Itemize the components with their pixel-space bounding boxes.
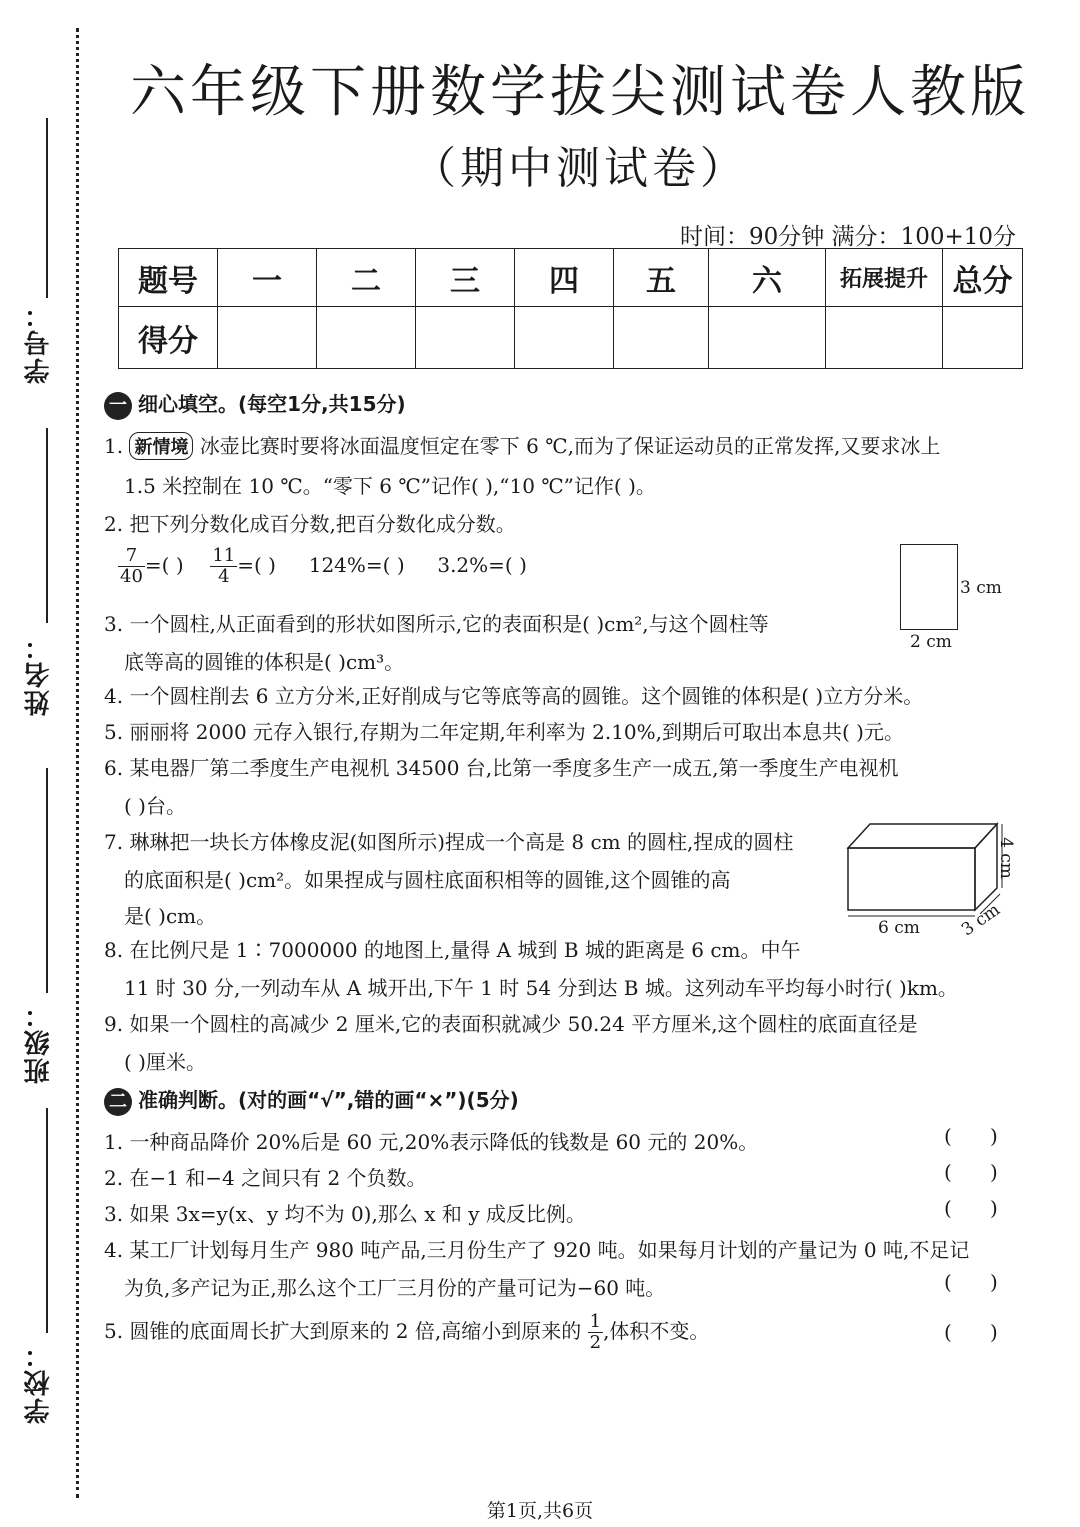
page-footer: 第1页,共6页 — [486, 1500, 594, 1522]
q5-line: 5. 丽丽将 2000 元存入银行,存期为二年定期,年利率为 2.10%,到期后可取出本息共( )元。 — [104, 720, 904, 744]
cylinder-front-view-figure — [900, 544, 958, 630]
q1-text: 冰壶比赛时要将冰面温度恒定在零下 6 ℃,而为了保证运动员的正常发挥,又要求冰上 — [199, 434, 941, 458]
page-subtitle: （期中测试卷） — [412, 143, 748, 194]
judge-2: 2. 在−1 和−4 之间只有 2 个负数。 — [104, 1166, 427, 1190]
q2-blank-1: =( ) — [144, 553, 184, 577]
q3-line1: 3. 一个圆柱,从正面看到的形状如图所示,它的表面积是( )cm²,与这个圆柱等 — [104, 612, 769, 636]
score-cell: 六 — [709, 249, 826, 307]
score-blank — [826, 307, 943, 369]
q2-percent-2: 3.2%=( ) — [437, 553, 527, 577]
q7-line3: 是( )cm。 — [124, 904, 217, 928]
q1-line1 — [104, 430, 940, 460]
cuboid-width-label: 3 cm — [958, 899, 1004, 941]
q2-line: 2. 把下列分数化成百分数,把百分数化成分数。 — [104, 512, 516, 536]
q1-line2: 1.5 米控制在 10 ℃。“零下 6 ℃”记作( ),“10 ℃”记作( )。 — [124, 474, 656, 498]
fraction-7-40 — [118, 546, 145, 587]
section1-number: 一 — [104, 392, 132, 420]
q8-line2: 11 时 30 分,一列动车从 A 城开出,下午 1 时 54 分到达 B 城。这列动车平均每小时行( )km。 — [124, 976, 958, 1000]
numerator: 11 — [212, 545, 236, 566]
score-cell: 拓展提升 — [826, 249, 943, 307]
score-value-row — [119, 307, 1023, 369]
section1-heading — [104, 388, 406, 420]
judge-5-answer[interactable]: ( ) — [944, 1320, 998, 1344]
section2-number: 二 — [104, 1088, 132, 1116]
score-cell: 总分 — [943, 249, 1023, 307]
score-blank — [614, 307, 709, 369]
section2-title: 准确判断。(对的画“√”,错的画“×”)(5分) — [138, 1088, 519, 1112]
q9-line1: 9. 如果一个圆柱的高减少 2 厘米,它的表面积就减少 50.24 平方厘米,这个圆柱的底面直径是 — [104, 1012, 918, 1036]
numerator: 7 — [118, 546, 145, 567]
score-row-label: 得分 — [119, 307, 218, 369]
judge-5-text-a: 5. 圆锥的底面周长扩大到原来的 2 倍,高缩小到原来的 — [104, 1319, 582, 1343]
judge-4-line1: 4. 某工厂计划每月生产 980 吨产品,三月份生产了 920 吨。如果每月计划的产量记为 0 吨,不足记 — [104, 1238, 970, 1262]
score-blank — [317, 307, 416, 369]
judge-3: 3. 如果 3x=y(x、y 均不为 0),那么 x 和 y 成反比例。 — [104, 1202, 586, 1226]
judge-2-answer[interactable]: ( ) — [944, 1160, 998, 1184]
denominator: 4 — [218, 566, 230, 587]
q4-line: 4. 一个圆柱削去 6 立方分米,正好削成与它等底等高的圆锥。这个圆锥的体积是( )立方分米。 — [104, 684, 924, 708]
score-blank — [416, 307, 515, 369]
score-blank — [709, 307, 826, 369]
school-line — [46, 1108, 48, 1333]
cuboid-height-label: 4 cm — [995, 837, 1016, 879]
score-blank — [515, 307, 614, 369]
q2-items — [118, 546, 527, 587]
name-line — [46, 428, 48, 623]
judge-4-line2: 为负,多产记为正,那么这个工厂三月份的产量可记为−60 吨。 — [124, 1276, 666, 1300]
q1-number: 1. — [104, 434, 124, 458]
class-line — [46, 768, 48, 993]
figure-width-label: 2 cm — [910, 632, 952, 652]
q2-percent-1: 124%=( ) — [308, 553, 405, 577]
score-blank — [943, 307, 1023, 369]
fraction-11-4 — [210, 546, 237, 587]
section1-title: 细心填空。(每空1分,共15分) — [138, 392, 406, 416]
name-label: 姓名： — [24, 632, 54, 716]
student-id-line — [46, 118, 48, 298]
q3-line2: 底等高的圆锥的体积是( )cm³。 — [124, 650, 405, 674]
student-id-label: 学号： — [24, 300, 54, 384]
q2-blank-2: =( ) — [237, 553, 276, 577]
page-title: 六年级下册数学拔尖测试卷人教版 — [130, 60, 1030, 125]
denominator: 40 — [120, 566, 143, 587]
q8-line1: 8. 在比例尺是 1∶7000000 的地图上,量得 A 城到 B 城的距离是 6 cm。中午 — [104, 938, 801, 962]
q6-line1: 6. 某电器厂第二季度生产电视机 34500 台,比第一季度多生产一成五,第一季度生产电视机 — [104, 756, 899, 780]
score-cell: 题号 — [119, 249, 218, 307]
judge-5 — [104, 1312, 709, 1353]
binding-dotted-line — [76, 28, 79, 1498]
score-cell: 三 — [416, 249, 515, 307]
judge-1: 1. 一种商品降价 20%后是 60 元,20%表示降低的钱数是 60 元的 20%。 — [104, 1130, 759, 1154]
figure-height-label: 3 cm — [960, 578, 1002, 598]
score-cell: 二 — [317, 249, 416, 307]
score-cell: 一 — [218, 249, 317, 307]
score-header-row — [119, 249, 1023, 307]
score-cell: 四 — [515, 249, 614, 307]
score-cell: 五 — [614, 249, 709, 307]
q7-line1: 7. 琳琳把一块长方体橡皮泥(如图所示)捏成一个高是 8 cm 的圆柱,捏成的圆柱 — [104, 830, 794, 854]
judge-3-answer[interactable]: ( ) — [944, 1196, 998, 1220]
new-scenario-tag: 新情境 — [129, 432, 193, 460]
exam-meta: 时间：90分钟 满分：100+10分 — [679, 224, 1016, 250]
judge-1-answer[interactable]: ( ) — [944, 1124, 998, 1148]
numerator: 1 — [589, 1311, 602, 1332]
denominator: 2 — [589, 1332, 602, 1353]
score-table — [118, 248, 1023, 369]
q9-line2: ( )厘米。 — [124, 1050, 206, 1074]
fraction-one-half — [588, 1312, 603, 1353]
q6-line2: ( )台。 — [124, 794, 186, 818]
judge-4-answer[interactable]: ( ) — [944, 1270, 998, 1294]
section2-heading — [104, 1084, 519, 1116]
q7-line2: 的底面积是( )cm²。如果捏成与圆柱底面积相等的圆锥,这个圆锥的高 — [124, 868, 731, 892]
score-blank — [218, 307, 317, 369]
cuboid-length-label: 6 cm — [878, 918, 920, 938]
class-label: 班级： — [24, 1000, 54, 1084]
school-label: 学校： — [24, 1340, 54, 1424]
judge-5-text-b: ,体积不变。 — [603, 1319, 710, 1343]
